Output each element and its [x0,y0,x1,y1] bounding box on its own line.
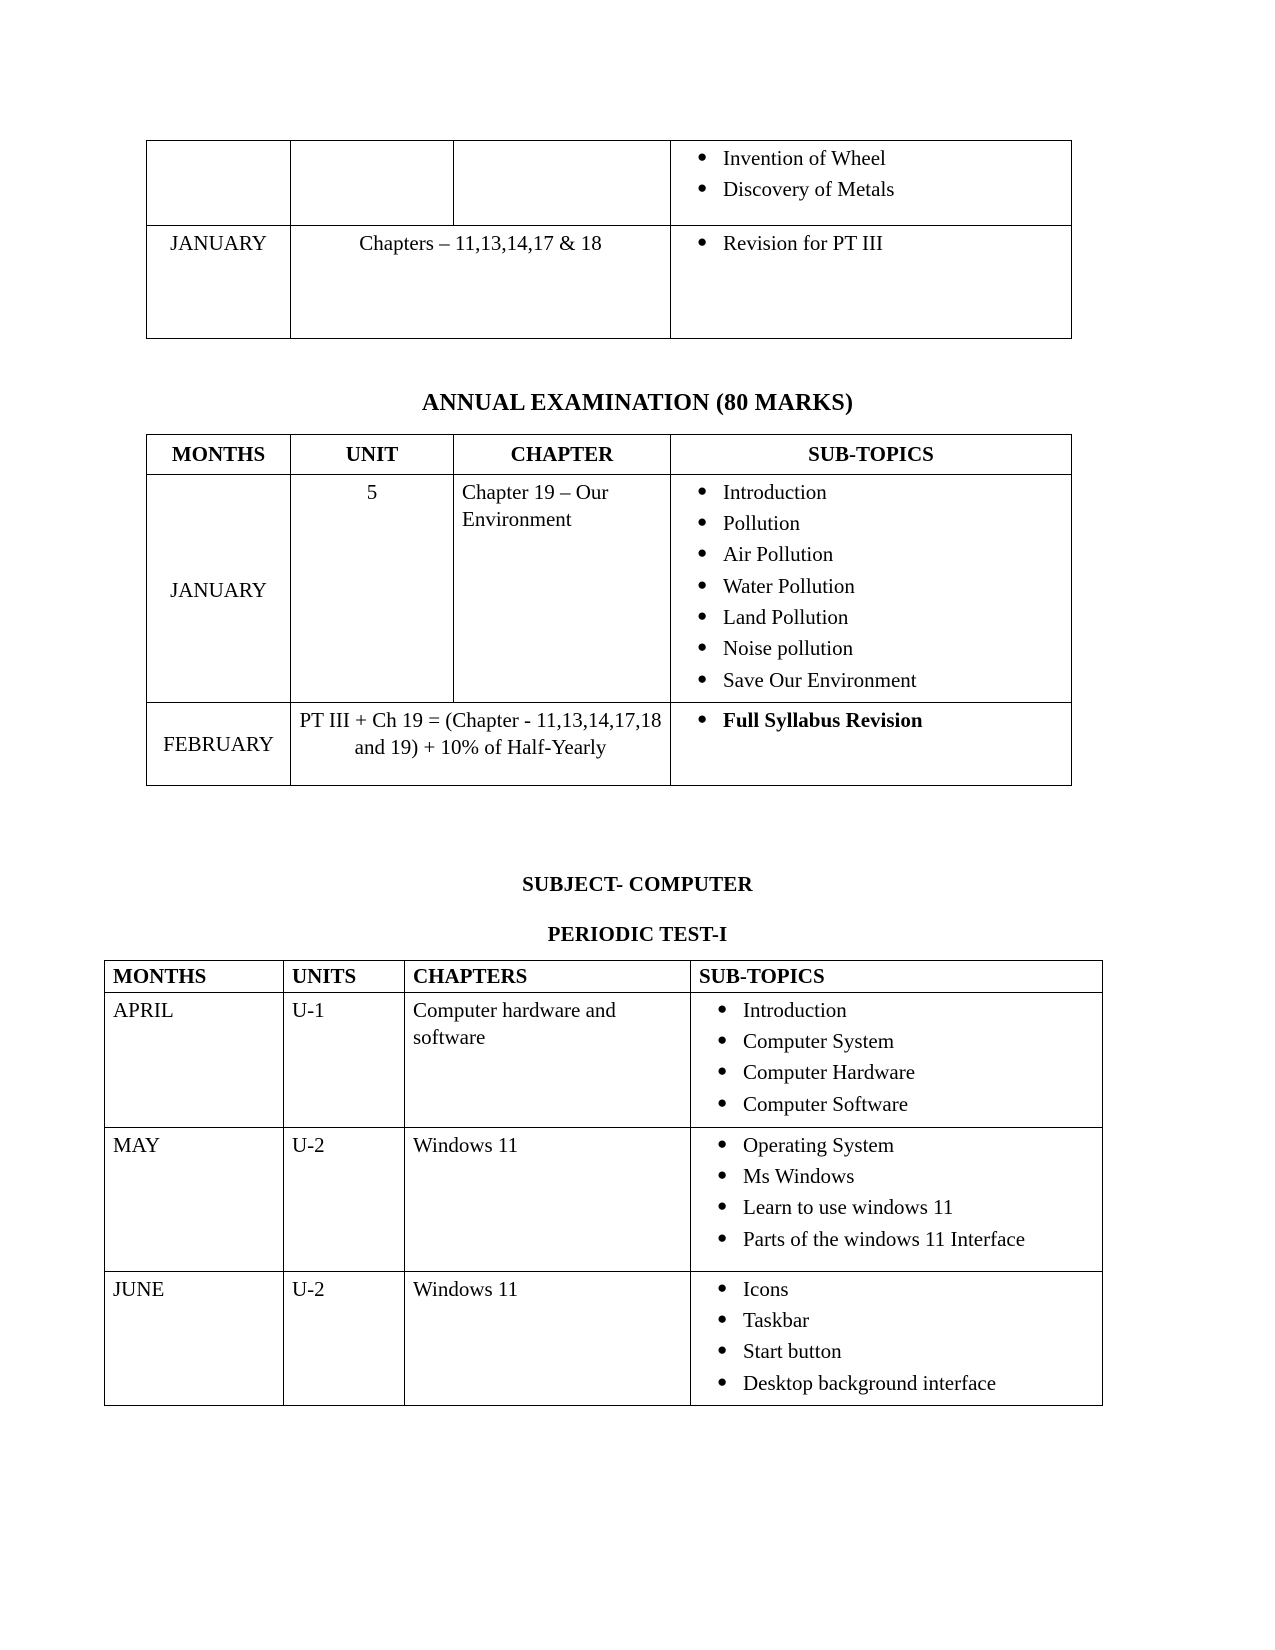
list-item-label: Invention of Wheel [723,146,886,170]
bullet-icon: ● [717,1277,728,1297]
list-item [717,1307,1094,1334]
subtopics-cell [671,141,1072,226]
list-item-label: Land Pollution [723,605,849,630]
subtopics-list [679,479,1063,694]
chapter-cell: Windows 11 [405,1127,691,1271]
bullet-icon: ● [717,1227,728,1247]
subtopics-cell [691,1127,1103,1271]
column-header-months: MONTHS [147,435,291,475]
bullet-icon: ● [697,147,708,166]
month-cell: APRIL [105,992,284,1127]
list-item [717,1163,1094,1190]
bullet-icon: ● [697,543,708,563]
list-item-label: Revision for PT III [723,231,884,255]
month-cell: JUNE [105,1271,284,1405]
column-header-unit: UNIT [291,435,454,475]
unit-cell: 5 [291,474,454,702]
month-cell: JANUARY [147,474,291,702]
unit-cell: U-2 [284,1127,405,1271]
bullet-icon: ● [717,1309,728,1329]
list-item [697,510,1063,537]
column-header-months: MONTHS [105,961,284,993]
list-item [717,1338,1094,1365]
bullet-icon: ● [717,1196,728,1216]
bullet-icon: ● [697,178,708,198]
list-item-label: Computer System [743,1029,895,1054]
list-item-label: Introduction [723,479,827,504]
list-item [717,1028,1094,1055]
table-row [105,1271,1103,1405]
table-row [105,1127,1103,1271]
subtopics-cell [691,992,1103,1127]
bullet-icon: ● [697,668,708,688]
table-row [147,474,1072,702]
periodic-test-heading: PERIODIC TEST-I [547,922,728,946]
column-header-subtopics: SUB-TOPICS [691,961,1103,993]
bullet-icon: ● [697,232,708,251]
subtopics-list [699,997,1094,1118]
unit-cell: U-2 [284,1271,405,1405]
annual-exam-heading: ANNUAL EXAMINATION (80 MARKS) [421,390,854,416]
list-item [697,635,1063,662]
subtopics-list [699,1276,1094,1397]
list-item [697,573,1063,600]
table-header-row [105,961,1103,993]
list-item [717,1132,1094,1159]
list-item-label: Parts of the windows 11 Interface [743,1226,1026,1251]
table-row [105,992,1103,1127]
bullet-icon: ● [717,1165,728,1185]
chapter-cell [454,141,671,226]
list-item [697,707,1063,734]
bullet-icon: ● [697,512,708,532]
list-item [717,1194,1094,1221]
bullet-icon: ● [697,606,708,626]
month-cell: FEBRUARY [147,702,291,785]
list-item-label: Start button [743,1339,842,1364]
chapter-cell: Windows 11 [405,1271,691,1405]
column-header-chapters: CHAPTERS [405,961,691,993]
list-item [697,604,1063,631]
list-item-label: Operating System [743,1132,895,1157]
bullet-icon: ● [697,574,708,594]
column-header-subtopics: SUB-TOPICS [671,435,1072,475]
list-item-label: Taskbar [743,1308,810,1333]
chapter-merged-cell: Chapters – 11,13,14,17 & 18 [291,226,671,339]
table-row [147,226,1072,339]
list-item [697,176,1063,203]
list-item-label: Introduction [743,997,847,1022]
subtopics-cell [671,474,1072,702]
list-item-label: Computer Hardware [743,1060,916,1085]
subtopics-list [679,145,1063,204]
bullet-icon: ● [697,708,708,728]
list-item [697,667,1063,694]
list-item-label: Desktop background interface [743,1370,997,1395]
list-item-label: Learn to use windows 11 [743,1195,954,1220]
column-header-chapter: CHAPTER [454,435,671,475]
list-item [717,1276,1094,1303]
list-item [717,1370,1094,1397]
chapter-merged-cell: PT III + Ch 19 = (Chapter - 11,13,14,17,18 and 19) + 10% of Half-Yearly [291,702,671,785]
bullet-icon: ● [717,998,728,1018]
chapter-cell: Computer hardware and software [405,992,691,1127]
list-item [697,230,1063,257]
bullet-icon: ● [717,1061,728,1081]
unit-cell [291,141,454,226]
list-item-label: Discovery of Metals [723,177,895,202]
column-header-units: UNITS [284,961,405,993]
table-row [147,702,1072,785]
list-item-label: Pollution [723,511,801,536]
list-item-label: Water Pollution [723,573,855,598]
subtopics-cell [671,702,1072,785]
bullet-icon: ● [717,1092,728,1112]
subject-computer-heading: SUBJECT- COMPUTER [522,872,753,896]
list-item-label: Full Syllabus Revision [723,707,923,732]
list-item-label: Ms Windows [743,1164,855,1189]
list-item [717,1226,1094,1253]
list-item-label: Noise pollution [723,636,854,661]
table-header-row [147,435,1072,475]
subtopics-cell [691,1271,1103,1405]
subtopics-list [699,1132,1094,1253]
month-cell: JANUARY [147,226,291,339]
bullet-icon: ● [697,480,708,500]
subtopics-cell [671,226,1072,339]
bullet-icon: ● [717,1340,728,1360]
list-item [697,479,1063,506]
list-item-label: Air Pollution [723,542,834,567]
month-cell: MAY [105,1127,284,1271]
list-item [717,997,1094,1024]
annual-exam-table [146,434,1072,786]
unit-cell: U-1 [284,992,405,1127]
continued-syllabus-table [146,140,1072,339]
list-item [717,1091,1094,1118]
list-item-label: Computer Software [743,1091,909,1116]
subtopics-list [679,230,1063,257]
list-item-label: Icons [743,1276,789,1301]
computer-periodic-test-table [104,960,1103,1406]
bullet-icon: ● [717,1371,728,1391]
bullet-icon: ● [717,1133,728,1153]
list-item [697,541,1063,568]
list-item-label: Save Our Environment [723,667,917,692]
table-row [147,141,1072,226]
list-item [697,145,1063,172]
subtopics-list [679,707,1063,734]
chapter-cell: Chapter 19 – Our Environment [454,474,671,702]
bullet-icon: ● [717,1030,728,1050]
month-cell [147,141,291,226]
bullet-icon: ● [697,637,708,657]
list-item [717,1059,1094,1086]
